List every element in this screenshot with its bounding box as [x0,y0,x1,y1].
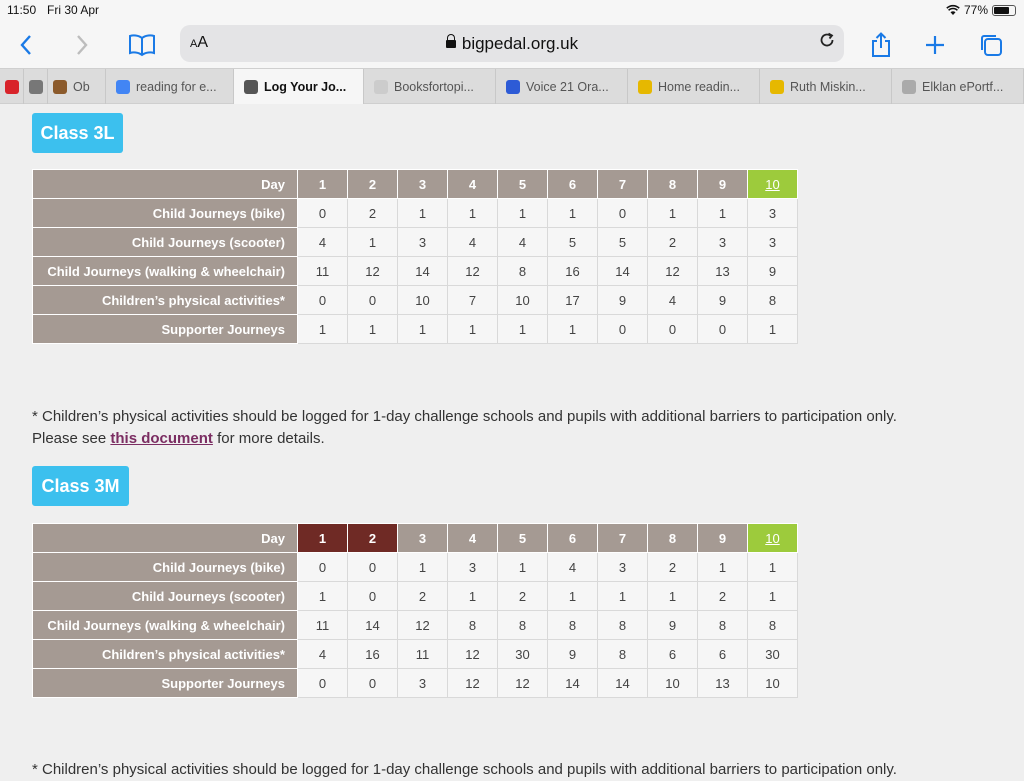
tabs-icon [979,33,1003,57]
tab-2[interactable] [48,69,106,104]
tab-0[interactable] [0,69,24,104]
tab-favicon-icon [638,80,652,94]
tab-3[interactable] [106,69,234,104]
journey-count-cell[interactable]: 8 [748,286,798,315]
journey-count-cell[interactable]: 3 [598,553,648,582]
book-icon [128,34,156,56]
journey-count-cell[interactable]: 1 [448,315,498,344]
journey-count-cell[interactable]: 2 [398,582,448,611]
table-row [33,199,798,228]
status-date: Fri 30 Apr [47,3,100,17]
journey-count-cell[interactable]: 8 [498,257,548,286]
journey-count-cell[interactable]: 0 [298,286,348,315]
class-3l-button[interactable]: Class 3L [32,113,123,153]
note-line-1: * Children’s physical activities should be logged for 1-day challenge schools and pupils with additional barriers to participation only. [32,408,897,425]
chevron-right-icon [75,34,89,56]
journey-count-cell[interactable]: 12 [348,257,398,286]
browser-toolbar [0,22,1024,68]
journey-count-cell[interactable]: 3 [748,228,798,257]
journey-count-cell[interactable]: 12 [448,669,498,698]
journey-count-cell[interactable]: 1 [698,199,748,228]
tab-favicon-icon [116,80,130,94]
journey-count-cell[interactable]: 3 [398,228,448,257]
reload-icon [818,31,836,49]
tab-7[interactable] [628,69,760,104]
day-1-header: 1 [298,524,348,553]
journey-count-cell[interactable]: 12 [448,257,498,286]
journey-count-cell[interactable]: 0 [348,669,398,698]
tab-label: Elklan ePortf... [922,79,1004,94]
tab-favicon-icon [902,80,916,94]
table-row [33,669,798,698]
journey-count-cell[interactable]: 4 [548,553,598,582]
battery-fill [994,7,1009,14]
tabs-overview-button[interactable] [974,22,1008,68]
journey-count-cell[interactable]: 9 [548,640,598,669]
day-1-header: 1 [298,170,348,199]
address-bar[interactable] [180,25,844,62]
journey-count-cell[interactable]: 16 [548,257,598,286]
journey-count-cell[interactable]: 0 [598,199,648,228]
journey-count-cell[interactable]: 4 [498,228,548,257]
journey-count-cell[interactable]: 8 [748,611,798,640]
battery-icon [992,5,1016,16]
tab-label: Ob [73,79,90,94]
day-header-row [33,170,798,199]
journey-count-cell[interactable]: 8 [598,640,648,669]
tab-bar [0,68,1024,104]
status-time: 11:50 [7,3,37,17]
reload-button[interactable] [818,31,836,55]
new-tab-button[interactable] [920,22,950,68]
tab-favicon-icon [5,80,19,94]
journey-count-cell[interactable]: 12 [498,669,548,698]
plus-icon [925,35,945,55]
day-5-header: 5 [498,170,548,199]
journey-count-cell[interactable]: 5 [548,228,598,257]
journey-count-cell[interactable]: 2 [648,553,698,582]
row-label: Child Journeys (scooter) [33,582,298,611]
journey-count-cell[interactable]: 3 [748,199,798,228]
journey-count-cell[interactable]: 14 [348,611,398,640]
note-partial-line: * Children’s physical activities should be logged for 1-day challenge schools and pupils with additional barriers to participation only. [32,761,897,778]
forward-button[interactable] [66,22,98,68]
share-button[interactable] [866,22,896,68]
journey-count-cell[interactable]: 1 [548,199,598,228]
journey-count-cell[interactable]: 0 [598,315,648,344]
class-3l-table [32,169,798,344]
journey-count-cell[interactable]: 1 [398,199,448,228]
journey-count-cell[interactable]: 2 [348,199,398,228]
day-8-header: 8 [648,170,698,199]
tab-favicon-icon [770,80,784,94]
journey-count-cell[interactable]: 0 [298,199,348,228]
journey-count-cell[interactable]: 16 [348,640,398,669]
tab-4[interactable] [234,69,364,104]
tab-label: Voice 21 Ora... [526,79,609,94]
journey-count-cell[interactable]: 3 [448,553,498,582]
journey-count-cell[interactable]: 3 [698,228,748,257]
row-label: Child Journeys (bike) [33,553,298,582]
journey-count-cell[interactable]: 1 [598,582,648,611]
tab-6[interactable] [496,69,628,104]
journey-count-cell[interactable]: 14 [598,669,648,698]
journey-count-cell[interactable]: 8 [548,611,598,640]
tab-5[interactable] [364,69,496,104]
journey-count-cell[interactable]: 30 [748,640,798,669]
day-5-header: 5 [498,524,548,553]
row-label: Child Journeys (walking & wheelchair) [33,257,298,286]
journey-count-cell[interactable]: 2 [648,228,698,257]
journey-count-cell[interactable]: 0 [698,315,748,344]
day-10-header[interactable]: 10 [748,170,798,199]
tab-label: Home readin... [658,79,740,94]
day-header-row [33,524,798,553]
journey-count-cell[interactable]: 9 [748,257,798,286]
table-row [33,315,798,344]
journey-count-cell[interactable]: 1 [498,315,548,344]
row-label: Supporter Journeys [33,315,298,344]
journey-count-cell[interactable]: 4 [298,228,348,257]
journey-count-cell[interactable]: 17 [548,286,598,315]
note-prefix: Please see [32,430,111,447]
status-bar [0,0,1024,22]
class-3m-table [32,523,798,698]
row-label: Children’s physical activities* [33,286,298,315]
journey-count-cell[interactable]: 1 [548,315,598,344]
journey-count-cell[interactable]: 3 [398,669,448,698]
journey-count-cell[interactable]: 1 [748,553,798,582]
journey-count-cell[interactable]: 1 [398,553,448,582]
day-6-header: 6 [548,524,598,553]
page-content [0,104,1024,778]
journey-count-cell[interactable]: 12 [398,611,448,640]
class-3m-button[interactable]: Class 3M [32,466,129,506]
journey-count-cell[interactable]: 5 [598,228,648,257]
journey-count-cell[interactable]: 13 [698,669,748,698]
journey-count-cell[interactable]: 1 [298,582,348,611]
url-display[interactable] [180,34,844,54]
table-row [33,553,798,582]
journey-count-cell[interactable]: 14 [398,257,448,286]
journey-count-cell[interactable]: 14 [548,669,598,698]
journey-count-cell[interactable]: 1 [748,582,798,611]
journey-count-cell[interactable]: 1 [748,315,798,344]
journey-count-cell[interactable]: 0 [348,582,398,611]
journey-count-cell[interactable]: 8 [698,611,748,640]
journey-count-cell[interactable]: 0 [348,553,398,582]
journey-count-cell[interactable]: 1 [348,228,398,257]
journey-count-cell[interactable]: 11 [298,611,348,640]
tab-favicon-icon [53,80,67,94]
journey-count-cell[interactable]: 1 [398,315,448,344]
tab-favicon-icon [244,80,258,94]
day-4-header: 4 [448,170,498,199]
tab-8[interactable] [760,69,892,104]
physical-activities-note-2 [32,759,992,781]
row-label: Child Journeys (scooter) [33,228,298,257]
journey-count-cell[interactable]: 8 [448,611,498,640]
day-9-header: 9 [698,524,748,553]
row-label: Child Journeys (walking & wheelchair) [33,611,298,640]
journey-count-cell[interactable]: 14 [598,257,648,286]
this-document-link[interactable]: this document [110,430,213,447]
note-suffix: for more details. [212,430,325,447]
journey-count-cell[interactable]: 0 [648,315,698,344]
journey-count-cell[interactable]: 10 [748,669,798,698]
tab-label: Booksfortopi... [394,79,474,94]
day-6-header: 6 [548,170,598,199]
tab-favicon-icon [506,80,520,94]
day-8-header: 8 [648,524,698,553]
journey-count-cell[interactable]: 1 [348,315,398,344]
table-row [33,257,798,286]
journey-count-cell[interactable]: 8 [498,611,548,640]
row-label: Children’s physical activities* [33,640,298,669]
journey-count-cell[interactable]: 1 [498,199,548,228]
journey-count-cell[interactable]: 1 [698,553,748,582]
day-10-header[interactable]: 10 [748,524,798,553]
journey-count-cell[interactable]: 4 [298,640,348,669]
journey-count-cell[interactable]: 1 [648,199,698,228]
journey-count-cell[interactable]: 0 [298,669,348,698]
lock-icon [446,40,456,48]
day-header-label: Day [33,524,298,553]
table-row [33,286,798,315]
table-row [33,611,798,640]
journey-count-cell[interactable]: 0 [298,553,348,582]
row-label: Child Journeys (bike) [33,199,298,228]
tab-favicon-icon [29,80,43,94]
table-row [33,640,798,669]
journey-count-cell[interactable]: 10 [648,669,698,698]
chevron-left-icon [19,34,33,56]
row-label: Supporter Journeys [33,669,298,698]
journey-count-cell[interactable]: 2 [498,582,548,611]
tab-label: Log Your Jo... [264,79,347,94]
day-7-header: 7 [598,170,648,199]
journey-count-cell[interactable]: 1 [548,582,598,611]
bookmarks-button[interactable] [124,22,160,68]
day-2-header: 2 [348,524,398,553]
battery-percent: 77% [963,3,988,17]
day-2-header: 2 [348,170,398,199]
note-line-2 [32,428,992,450]
tab-9[interactable] [892,69,1024,104]
journey-count-cell[interactable]: 1 [298,315,348,344]
text-size-button[interactable]: AA [190,34,209,51]
journey-count-cell[interactable]: 7 [448,286,498,315]
tab-label: reading for e... [136,79,217,94]
tab-favicon-icon [374,80,388,94]
day-9-header: 9 [698,170,748,199]
journey-count-cell[interactable]: 1 [448,199,498,228]
journey-count-cell[interactable]: 30 [498,640,548,669]
wifi-icon [946,5,960,16]
journey-count-cell[interactable]: 4 [648,286,698,315]
journey-count-cell[interactable]: 12 [448,640,498,669]
journey-count-cell[interactable]: 2 [698,582,748,611]
journey-count-cell[interactable]: 6 [648,640,698,669]
tab-label: Ruth Miskin... [790,79,866,94]
back-button[interactable] [10,22,42,68]
journey-count-cell[interactable]: 1 [648,582,698,611]
physical-activities-note [32,406,992,450]
journey-count-cell[interactable]: 8 [598,611,648,640]
journey-count-cell[interactable]: 4 [448,228,498,257]
day-3-header: 3 [398,524,448,553]
journey-count-cell[interactable]: 9 [698,286,748,315]
journey-count-cell[interactable]: 12 [648,257,698,286]
table-row [33,582,798,611]
day-3-header: 3 [398,170,448,199]
journey-count-cell[interactable]: 0 [348,286,398,315]
journey-count-cell[interactable]: 6 [698,640,748,669]
journey-count-cell[interactable]: 13 [698,257,748,286]
journey-count-cell[interactable]: 11 [398,640,448,669]
day-7-header: 7 [598,524,648,553]
share-icon [870,32,892,58]
url-text: bigpedal.org.uk [461,34,579,53]
journey-count-cell[interactable]: 9 [648,611,698,640]
journey-count-cell[interactable]: 9 [598,286,648,315]
tab-1[interactable] [24,69,48,104]
day-header-label: Day [33,170,298,199]
day-4-header: 4 [448,524,498,553]
journey-count-cell[interactable]: 10 [498,286,548,315]
status-right [946,3,1016,17]
table-row [33,228,798,257]
journey-count-cell[interactable]: 1 [498,553,548,582]
journey-count-cell[interactable]: 10 [398,286,448,315]
journey-count-cell[interactable]: 1 [448,582,498,611]
journey-count-cell[interactable]: 11 [298,257,348,286]
